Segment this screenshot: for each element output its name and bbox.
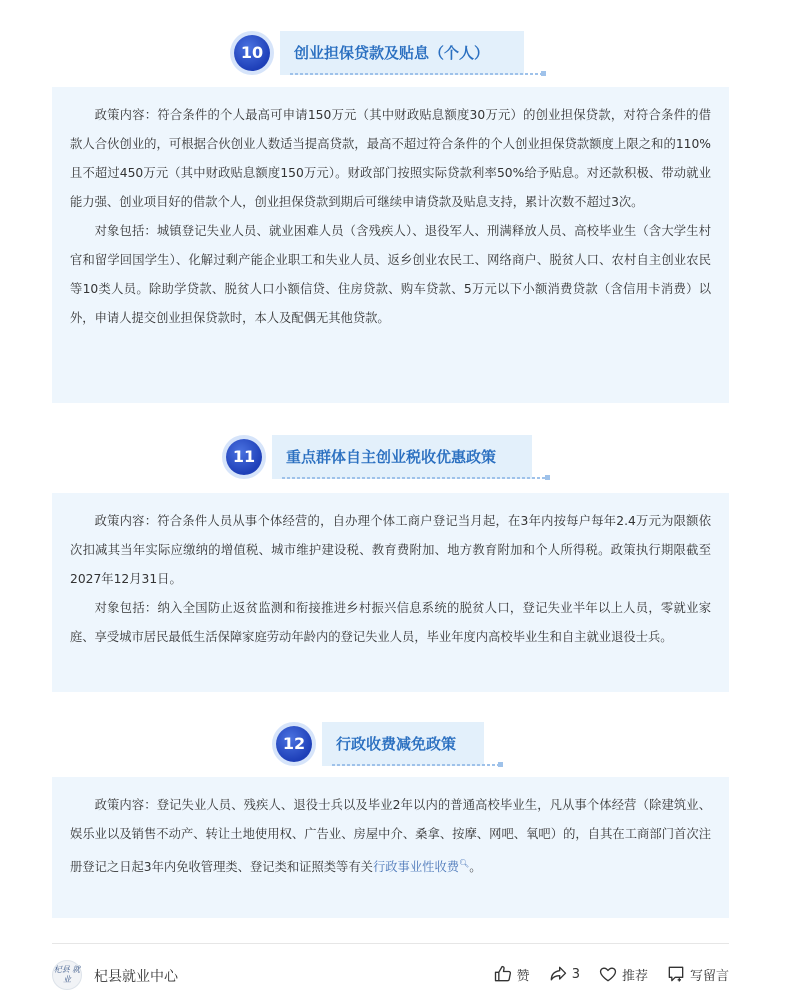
paragraph-text: 政策内容：登记失业人员、残疾人、退役士兵以及毕业2年以内的普通高校毕业生，凡从事个体经营（除建筑业、娱乐业以及销售不动产、转让土地使用权、广告业、房屋中介、桑拿、按摩、网吧、氧吧）的，自其在工商部门首次注册登记之日起3年内免收管理类、登记类和证照类等有关 [70,798,711,875]
target-group-paragraph: 对象包括：城镇登记失业人员、就业困难人员（含残疾人）、退役军人、刑满释放人员、高校毕业生（含大学生村官和留学回国学生）、化解过剩产能企业职工和失业人员、返乡创业农民工、网络商户、脱贫人口、农村自主创业农民等10类人员。除助学贷款、脱贫人口小额信贷、住房贷款、购车贷款、5万元以下小额消费贷款（含信用卡消费）以外，申请人提交创业担保贷款时，本人及配偶无其他贷款。 [70,224,711,325]
policy-content-paragraph [70,791,711,882]
section-number-badge: 10 [234,35,270,71]
title-dotted-line [332,764,500,766]
action-bar [475,964,729,984]
comment-icon [666,964,686,984]
comment-label: 写留言 [689,968,729,984]
section-10-header [234,35,554,83]
section-title: 行政收费减免政策 [322,722,484,766]
target-group-paragraph: 对象包括：纳入全国防止返贫监测和衔接推进乡村振兴信息系统的脱贫人口，登记失业半年以上人员，零就业家庭、享受城市居民最低生活保障家庭劳动年龄内的登记失业人员，毕业年度内高校毕业生和自主就业退役士兵。 [70,601,711,644]
like-label: 赞 [516,968,530,984]
title-dotted-line [282,477,548,479]
admin-fee-search-link[interactable]: 行政事业性收费 [372,860,460,875]
policy-content-paragraph: 政策内容：符合条件人员从事个体经营的，自办理个体工商户登记当月起，在3年内按每户每年2.4万元为限额依次扣减其当年实际应缴纳的增值税、城市维护建设税、教育费附加、地方教育附加和个人所得税。政策执行期限截至2027年12月31日。 [70,514,711,586]
section-number-badge: 11 [226,439,262,475]
heart-icon [598,964,618,984]
title-end-dot [545,475,550,480]
search-icon[interactable]: 🔍︎ [459,859,470,868]
recommend-label: 推荐 [621,968,648,984]
section-10-content [52,87,729,403]
section-title: 创业担保贷款及贴息（个人） [280,31,524,75]
article-footer [52,958,729,994]
title-end-dot [498,762,503,767]
share-button[interactable] [548,964,580,984]
section-12-header [276,726,536,774]
recommend-button[interactable] [598,964,648,984]
avatar[interactable]: 杞县 就业 [52,960,82,990]
title-end-dot [541,71,546,76]
share-count: 3 [571,966,580,982]
title-dotted-line [290,73,544,75]
section-11-header [226,439,546,487]
like-button[interactable] [493,964,530,984]
write-comment-button[interactable] [666,964,729,984]
section-12-content [52,777,729,918]
share-arrow-icon [548,964,568,984]
thumbs-up-icon [493,964,513,984]
paragraph-end: 。 [469,860,482,875]
section-number-badge: 12 [276,726,312,762]
section-11-content [52,493,729,692]
footer-divider [52,943,729,944]
section-title: 重点群体自主创业税收优惠政策 [272,435,532,479]
policy-content-paragraph: 政策内容：符合条件的个人最高可申请150万元（其中财政贴息额度30万元）的创业担保贷款，对符合条件的借款人合伙创业的，可根据合伙创业人数适当提高贷款，最高不超过符合条件的个人创业担保贷款额度上限之和的110%且不超过450万元（其中财政贴息额度150万元）。财政部门按照实际贷款利率50%给予贴息。对还款积极、带动就业能力强、创业项目好的借款个人，创业担保贷款到期后可继续申请贷款及贴息支持，累计次数不超过3次。 [70,108,711,209]
author-name[interactable]: 杞县就业中心 [94,969,178,985]
